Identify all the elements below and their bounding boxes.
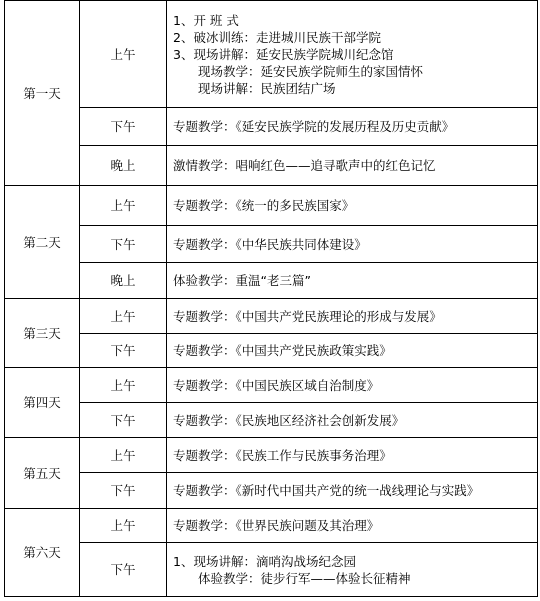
- session-content: [167, 108, 538, 146]
- period-label: 晚上: [80, 263, 167, 299]
- session-content: [167, 334, 538, 368]
- period-label: 上午: [80, 299, 167, 334]
- session-line: 1、开 班 式: [173, 12, 239, 28]
- period-label: 上午: [80, 438, 167, 473]
- schedule-row: [5, 108, 538, 146]
- session-line: 专题教学：《民族工作与民族事务治理》: [173, 447, 392, 463]
- session-line: 体验教学：徒步行军——体验长征精神: [198, 570, 411, 586]
- period-label: 下午: [80, 403, 167, 438]
- session-content: [167, 543, 538, 597]
- schedule-row: [5, 263, 538, 299]
- session-line: 专题教学：《中国共产党民族理论的形成与发展》: [173, 308, 442, 324]
- period-label: 下午: [80, 108, 167, 146]
- schedule-body: [5, 1, 538, 597]
- period-label: 下午: [80, 473, 167, 509]
- schedule-row: [5, 299, 538, 334]
- period-label: 下午: [80, 543, 167, 597]
- schedule-row: [5, 509, 538, 543]
- session-content: [167, 473, 538, 509]
- day-label: 第五天: [5, 438, 80, 509]
- day-label: 第四天: [5, 368, 80, 438]
- session-content: [167, 146, 538, 186]
- period-label: 上午: [80, 1, 167, 108]
- session-content: [167, 1, 538, 108]
- schedule-table: [4, 0, 538, 597]
- schedule-row: [5, 334, 538, 368]
- session-content: [167, 438, 538, 473]
- session-line: 专题教学：《中华民族共同体建设》: [173, 236, 367, 252]
- session-line: 3、现场讲解：延安民族学院城川纪念馆: [173, 46, 394, 62]
- period-label: 晚上: [80, 146, 167, 186]
- period-label: 上午: [80, 368, 167, 403]
- schedule-row: [5, 403, 538, 438]
- session-content: [167, 226, 538, 263]
- period-label: 上午: [80, 509, 167, 543]
- schedule-row: [5, 438, 538, 473]
- session-content: [167, 186, 538, 226]
- schedule-row: [5, 146, 538, 186]
- schedule-row: [5, 1, 538, 108]
- session-line: 2、破冰训练：走进城川民族干部学院: [173, 29, 381, 45]
- day-label: 第二天: [5, 186, 80, 299]
- period-label: 下午: [80, 226, 167, 263]
- day-label: 第一天: [5, 1, 80, 186]
- session-line: 专题教学：《延安民族学院的发展历程及历史贡献》: [173, 119, 455, 134]
- session-content: [167, 509, 538, 543]
- session-line: 体验教学：重温“老三篇”: [173, 273, 311, 288]
- session-line: 专题教学：《中国共产党民族政策实践》: [173, 343, 392, 358]
- schedule-row: [5, 368, 538, 403]
- session-content: [167, 263, 538, 299]
- day-label: 第三天: [5, 299, 80, 368]
- session-line: 现场教学：延安民族学院师生的家国情怀: [198, 63, 424, 79]
- period-label: 上午: [80, 186, 167, 226]
- session-line: 专题教学：《新时代中国共产党的统一战线理论与实践》: [173, 483, 480, 498]
- session-line: 专题教学：《中国民族区域自治制度》: [173, 377, 380, 393]
- session-line: 激情教学：唱响红色——追寻歌声中的红色记忆: [173, 158, 436, 173]
- session-content: [167, 368, 538, 403]
- session-content: [167, 299, 538, 334]
- day-label: 第六天: [5, 509, 80, 597]
- session-line: 现场讲解：民族团结广场: [198, 80, 336, 96]
- schedule-row: [5, 543, 538, 597]
- session-line: 专题教学：《统一的多民族国家》: [173, 198, 355, 213]
- schedule-row: [5, 186, 538, 226]
- schedule-row: [5, 226, 538, 263]
- schedule-row: [5, 473, 538, 509]
- period-label: 下午: [80, 334, 167, 368]
- session-line: 专题教学：《世界民族问题及其治理》: [173, 518, 380, 533]
- session-line: 专题教学：《民族地区经济社会创新发展》: [173, 412, 405, 428]
- session-content: [167, 403, 538, 438]
- session-line: 1、现场讲解：滴哨沟战场纪念园: [173, 553, 356, 569]
